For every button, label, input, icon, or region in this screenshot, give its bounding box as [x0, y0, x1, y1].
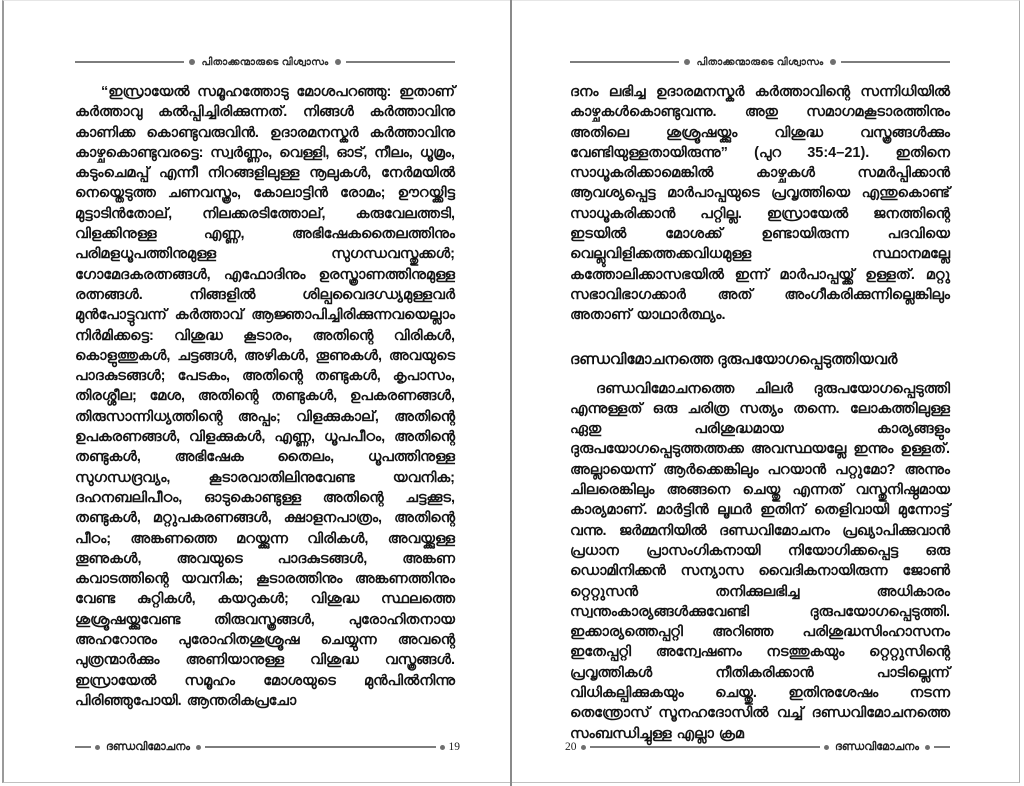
- page-divider: [510, 0, 512, 786]
- section-subheading: ദണ്ഡവിമോചനത്തെ ദുരുപയോഗപ്പെടുത്തിയവർ: [570, 350, 898, 368]
- running-head-title: പിതാക്കന്മാരുടെ വിശ്വാസം: [201, 56, 329, 68]
- page-footer-right: [565, 740, 950, 754]
- body-paragraph: “ഇസ്രായേൽ സമൂഹത്തോടു മോശപറഞ്ഞു: ഇതാണ് കർത്താവു കൽപ്പിച്ചിരിക്കുന്നത്. നിങ്ങൾ കർത്താവിനു കാണിക്ക കൊണ്ടുവരുവിൻ. ഉദാരമനസ്കർ കർത്താവിനു കാഴ്ചകൊണ്ടുവരട്ടെ: സ്വർണ്ണം, വെള്ളി, ഓട്, നീലം, ധൂമ്രം, കടുംചെമപ്പ് എന്നീ നിറങ്ങളിലുള്ള നൂലുകൾ, നേർമയിൽ നെയ്തെടുത്ത ചണവസ്ത്രം, കോലാട്ടിൻ രോമം; ഊറയ്ക്കിട്ട മുട്ടാടിൻതോല്, നിലക്കരടിത്തോല്, കരുവേലത്തടി, വിളക്കിനുള്ള എണ്ണ, അഭിഷേകതൈലത്തിനും പരിമളധൂപത്തിനുമുള്ള സുഗന്ധവസ്തുക്കൾ; ഗോമേദകരത്നങ്ങൾ, എഫോദിനും ഉരസ്ത്രാണത്തിനുമുള്ള രത്നങ്ങൾ. നിങ്ങളിൽ ശില്പവൈദഗ്ധ്യമുള്ളവർ മുൻപോട്ടുവന്ന് കർത്താവ് ആജ്ഞാപിച്ചിരിക്കുന്നവയെല്ലാം നിർമിക്കട്ടെ: വിശുദ്ധ കൂടാരം, അതിന്റെ വിരികൾ, കൊളുത്തുകൾ, ചട്ടങ്ങൾ, അഴികൾ, തൂണുകൾ, അവയുടെ പാദകുടങ്ങൾ; പേടകം, അതിന്റെ തണ്ടുകൾ, കൃപാസം, തിരശ്ശീല; മേശ, അതിന്റെ തണ്ടുകൾ, ഉപകരണങ്ങൾ, തിരുസാന്നിധ്യത്തിന്റെ അപ്പം; വിളക്കുകാല്, അതിന്റെ ഉപകരണങ്ങൾ, വിളക്കുകൾ, എണ്ണ, ധൂപപീഠം, അതിന്റെ തണ്ടുകൾ, അഭിഷേക തൈലം, ധൂപത്തിനുള്ള സുഗന്ധദ്രവ്യം, കൂടാരവാതിലിനുവേണ്ട യവനിക; ദഹനബലിപീഠം, ഓടുകൊണ്ടുള്ള അതിന്റെ ചട്ടക്കൂട, തണ്ടുകൾ, മറ്റുപകരണങ്ങൾ, ക്ഷാളനപാത്രം, അതിന്റെ പീഠം; അങ്കണത്തെ മറയ്ക്കുന്ന വിരികൾ, അവയ്ക്കുള്ള തൂണുകൾ, അവയുടെ പാദകുടങ്ങൾ, അങ്കണ കവാടത്തിന്റെ യവനിക; കൂടാരത്തിനും അങ്കണത്തിനും വേണ്ട കുറ്റികൾ, കയറുകൾ; വിശുദ്ധ സ്ഥലത്തെ ശുശ്രൂഷയ്ക്കുവേണ്ട തിരുവസ്ത്രങ്ങൾ, പുരോഹിതനായ അഹറോനും പുരോഹിതശുശ്രൂഷ ചെയ്യുന്ന അവന്റെ പുത്രന്മാർക്കും അണിയാനുള്ള വിശുദ്ധ വസ്ത്രങ്ങൾ. ഇസ്രായേൽ സമൂഹം മോശയുടെ മുൻപിൽനിന്നു പിരിഞ്ഞുപോയി. ആന്തരികപ്രചോ: [75, 84, 455, 709]
- footer-rule: [205, 746, 435, 748]
- header-rule: [75, 61, 184, 63]
- header-dot-icon: [189, 59, 195, 65]
- footer-dot-icon: [196, 745, 201, 750]
- page-body-left: [75, 82, 455, 711]
- running-head-left: [75, 55, 455, 69]
- header-dot-icon: [830, 59, 836, 65]
- body-paragraph: ദനം ലഭിച്ച ഉദാരമനസ്കർ കർത്താവിന്റെ സന്നിധിയിൽ കാഴ്ചകൾകൊണ്ടുവന്നു. അതു സമാഗമകൂടാരത്തിനും അതിലെ ശുശ്രൂഷയ്ക്കും വിശുദ്ധ വസ്ത്രങ്ങൾക്കും വേണ്ടിയുള്ളതായിരുന്നു” (പുറ 35:4–21). ഇതിനെ സാധൂകരിക്കാമെങ്കിൽ കാഴ്ചകൾ സമർപ്പിക്കാൻ ആവശ്യപ്പെട്ട മാർപാപ്പയുടെ പ്രവൃത്തിയെ എന്തുകൊണ്ട് സാധൂകരിക്കാൻ പറ്റില്ല. ഇസ്രായേൽ ജനത്തിന്റെ ഇടയിൽ മോശക്ക് ഉണ്ടായിരുന്ന പദവിയെ വെല്ലുവിളിക്കത്തക്കവിധമുള്ള സ്ഥാനമല്ലേ കത്തോലിക്കാസഭയിൽ ഇന്ന് മാർപാപ്പയ്ക്ക് ഉള്ളത്. മറ്റു സഭാവിഭാഗക്കാർ അത് അംഗീകരിക്കുന്നില്ലെങ്കിലും അതാണ് യാഥാർത്ഥ്യം.: [570, 84, 950, 324]
- body-paragraph: ദണ്ഡവിമോചനത്തെ ചിലർ ദുരുപയോഗപ്പെടുത്തി എന്നുള്ളത് ഒരു ചരിത്ര സത്യം തന്നെ. ലോകത്തിലുള്ള ഏതു പരിശുദ്ധമായ കാര്യങ്ങളും ദുരുപയോഗപ്പെടുത്തത്തക്ക അവസ്ഥയല്ലേ ഇന്നും ഉള്ളത്. അല്ലായെന്ന് ആർക്കെങ്കിലും പറയാൻ പറ്റുമോ? അന്നും ചിലരെങ്കിലും അങ്ങനെ ചെയ്തു എന്നത് വസ്തുനിഷ്ഠമായ കാര്യമാണ്. മാർട്ടിൻ ലൂഥർ ഇതിന് തെളിവായി മുന്നോട്ട് വന്നു. ജർമ്മനിയിൽ ദണ്ഡവിമോചനം പ്രഖ്യാപിക്കുവാൻ പ്രധാന പ്രാസംഗികനായി നിയോഗിക്കപ്പെട്ട ഒരു ഡൊമിനിക്കൻ സന്യാസ വൈദികനായിരുന്ന ജോൺ റ്റെറ്റുസൻ തനിക്കുലഭിച്ച അധികാരം സ്വന്തംകാര്യങ്ങൾക്കുവേണ്ടി ദുരുപയോഗപ്പെടുത്തി. ഇക്കാര്യത്തെപ്പറ്റി അറിഞ്ഞ പരിശുദ്ധസിംഹാസനം ഇതേപ്പറ്റി അന്വേഷണം നടത്തുകയും റ്റെറ്റുസിന്റെ പ്രവൃത്തികൾ നീതികരിക്കാൻ പാടില്ലെന്ന് വിധികല്പിക്കുകയും ചെയ്തു. ഇതിനുശേഷം നടന്ന തെന്ത്രോസ് സൂനഹദോസിൽ വച്ച് ദണ്ഡവിമോചനത്തെ സംബന്ധിച്ചുള്ള എല്ലാ ക്രമ: [570, 380, 950, 742]
- footer-dot-icon: [824, 745, 829, 750]
- footer-dash: [75, 746, 91, 748]
- page-number: 20: [565, 741, 577, 753]
- header-rule: [346, 61, 455, 63]
- page-number: 19: [448, 741, 460, 753]
- footer-dot-icon: [925, 745, 930, 750]
- footer-title: ദണ്ഡവിമോചനം: [834, 740, 919, 753]
- footer-dot-icon: [440, 745, 445, 750]
- running-head-title: പിതാക്കന്മാരുടെ വിശ്വാസം: [696, 56, 824, 68]
- header-rule: [570, 61, 679, 63]
- footer-rule: [590, 746, 820, 748]
- page-footer-left: [75, 740, 460, 754]
- footer-dash: [934, 746, 950, 748]
- header-dot-icon: [335, 59, 341, 65]
- footer-title: ദണ്ഡവിമോചനം: [106, 740, 191, 753]
- header-rule: [841, 61, 950, 63]
- header-dot-icon: [684, 59, 690, 65]
- footer-dot-icon: [95, 745, 100, 750]
- page-body-right: [570, 82, 950, 744]
- footer-dot-icon: [581, 745, 586, 750]
- running-head-right: [570, 55, 950, 69]
